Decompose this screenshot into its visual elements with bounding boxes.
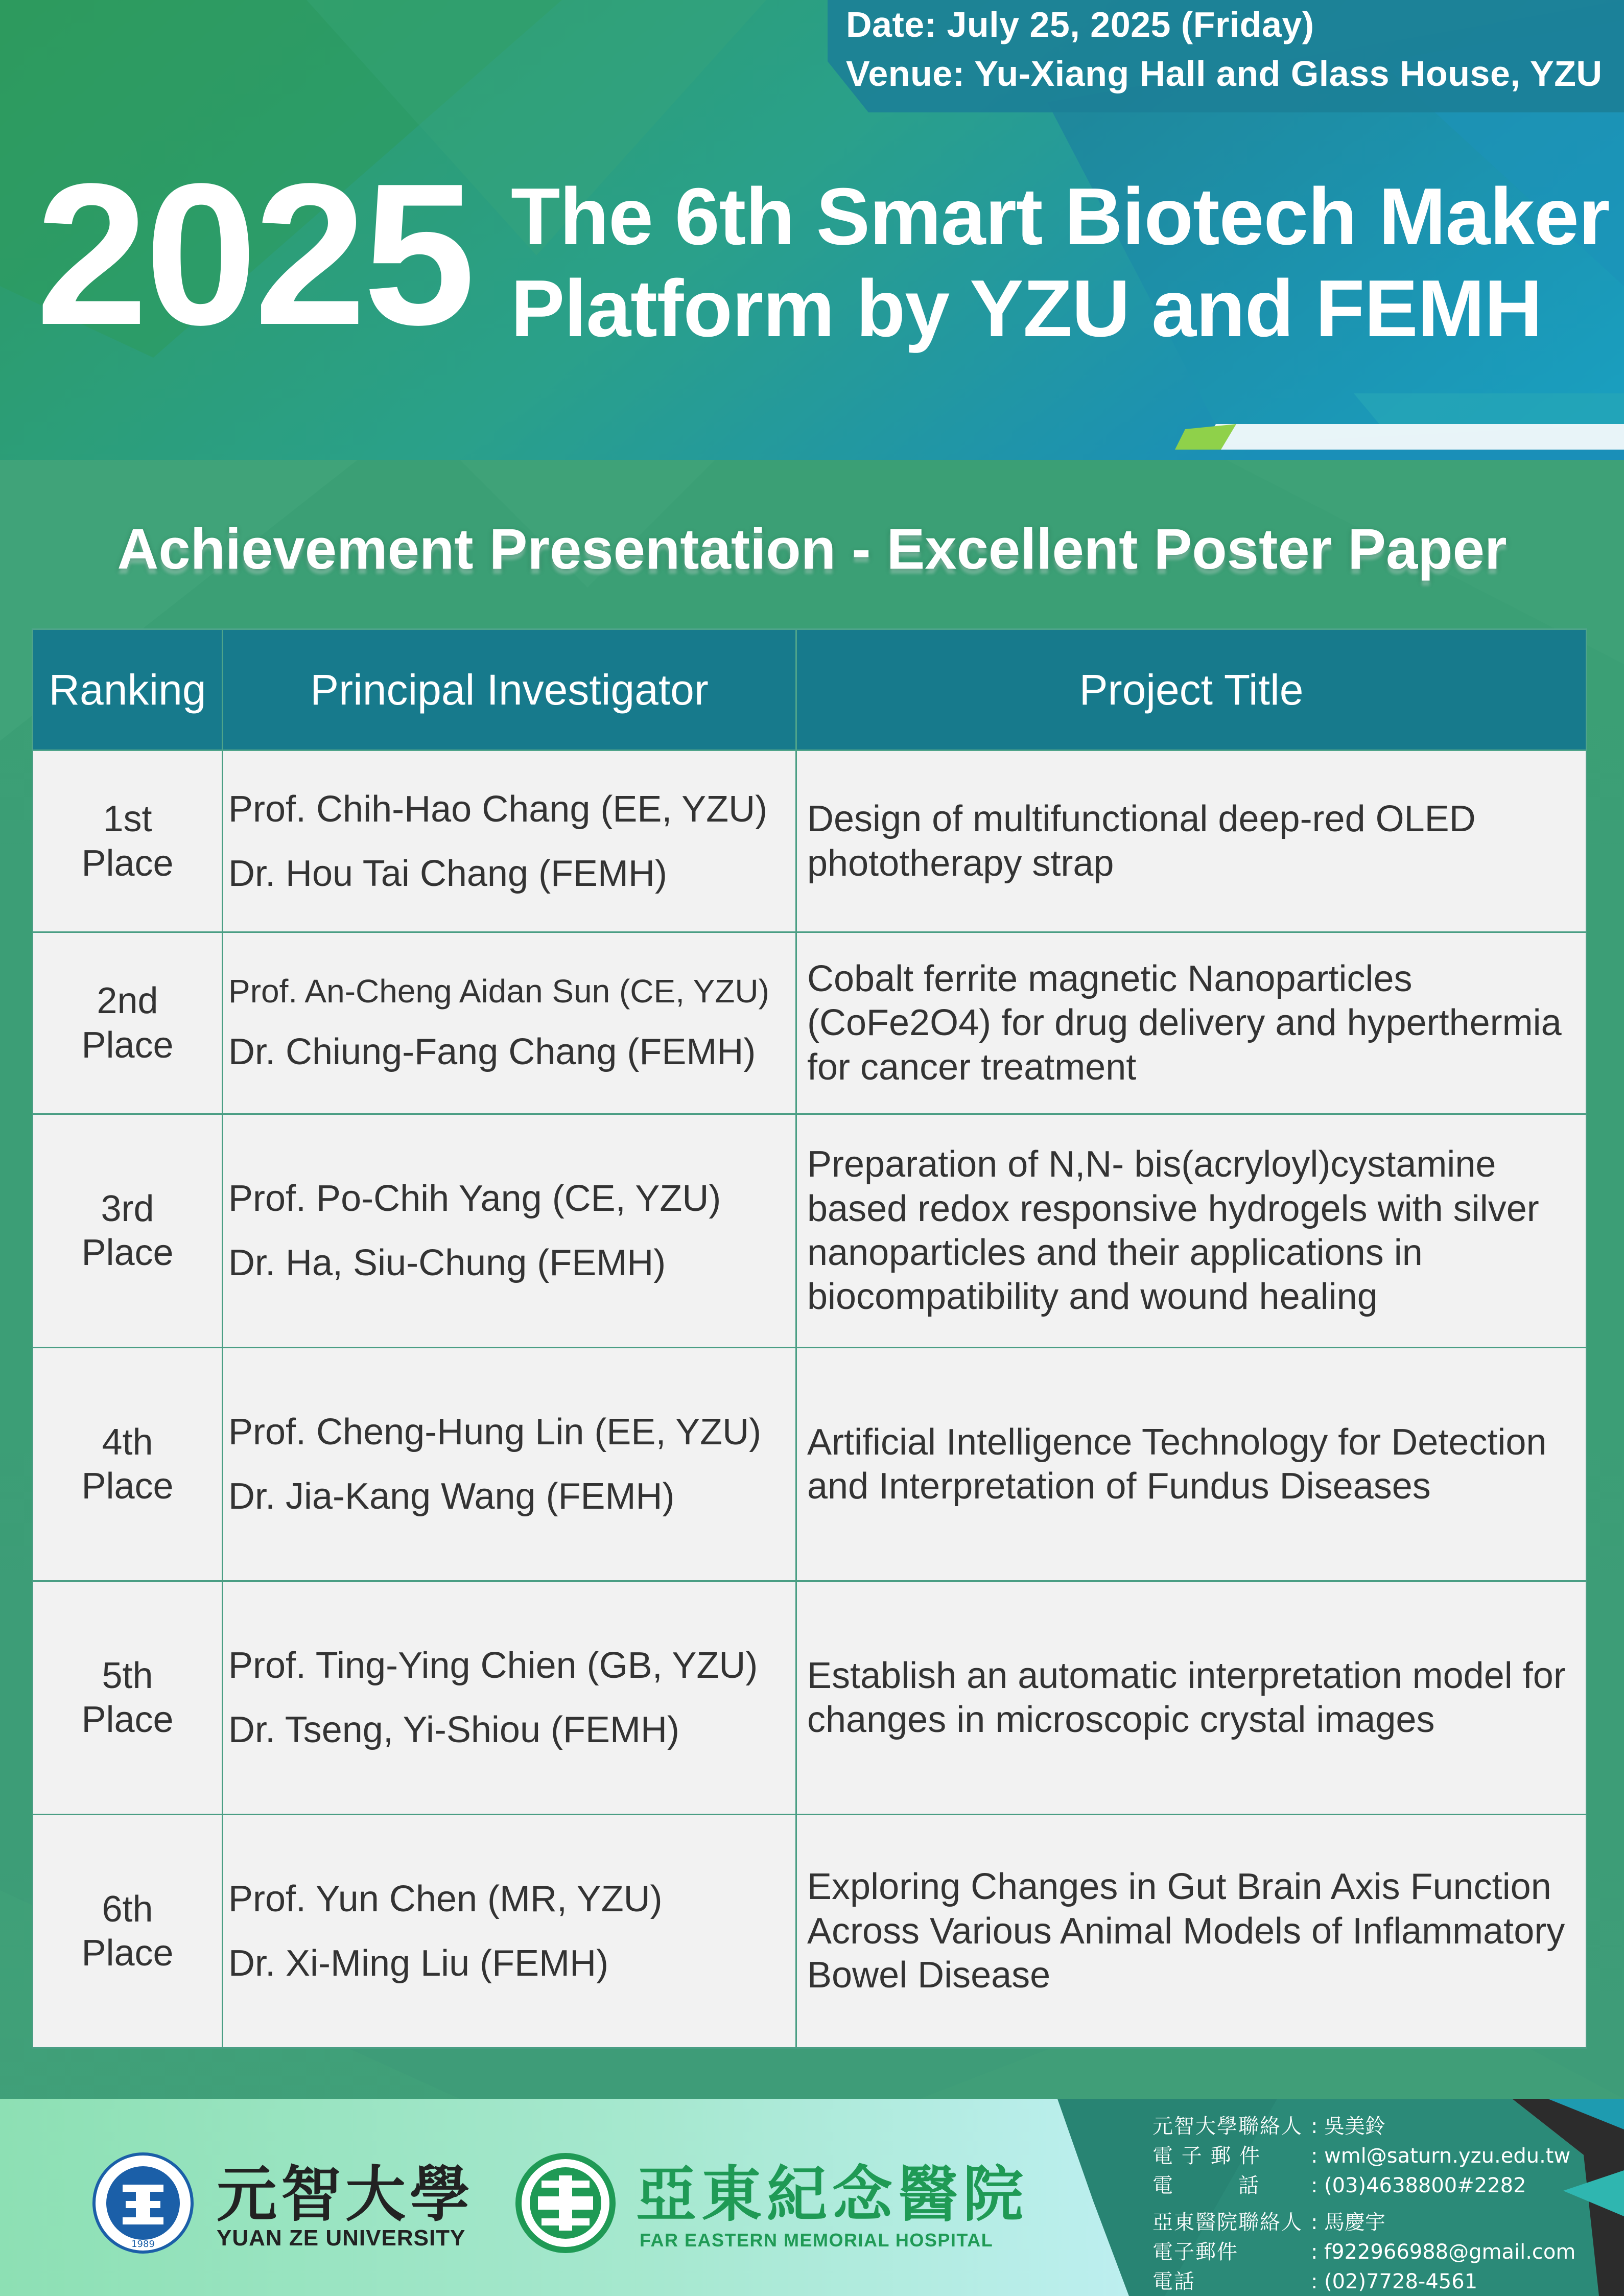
rank-ordinal: 1st — [103, 799, 152, 840]
contact-row — [1152, 2236, 1575, 2265]
pi-professor: Prof. An-Cheng Aidan Sun (CE, YZU) — [228, 972, 769, 1010]
pi-doctor: Dr. Ha, Siu-Chung (FEMH) — [228, 1243, 666, 1283]
rank-cell — [33, 1114, 223, 1348]
rank-cell — [33, 1581, 223, 1815]
pi-professor: Prof. Yun Chen (MR, YZU) — [228, 1879, 663, 1919]
rank-place: Place — [81, 1024, 174, 1066]
table-row — [33, 1581, 1587, 1815]
contact-row — [1152, 2169, 1526, 2198]
project-title-cell: Establish an automatic interpretation model for changes in microscopic crystal images — [796, 1581, 1587, 1815]
contact-value: 吳美鈴 — [1324, 2115, 1385, 2138]
rank-ordinal: 2nd — [97, 980, 158, 1022]
column-header-ranking: Ranking — [33, 629, 223, 751]
rank-ordinal: 3rd — [101, 1188, 154, 1229]
contact-label: 元智大學聯絡人 — [1152, 2115, 1303, 2138]
contact-label: 電話 — [1152, 2270, 1195, 2293]
rank-cell — [33, 751, 223, 932]
contact-label: 電子郵件 — [1152, 2240, 1238, 2264]
column-header-project-title: Project Title — [796, 629, 1587, 751]
table-row — [33, 751, 1587, 932]
contact-separator: : — [1311, 2174, 1318, 2197]
pi-doctor: Dr. Jia-Kang Wang (FEMH) — [228, 1476, 675, 1517]
pi-doctor: Dr. Chiung-Fang Chang (FEMH) — [228, 1031, 756, 1072]
rank-place: Place — [81, 1699, 174, 1740]
pi-professor: Prof. Cheng-Hung Lin (EE, YZU) — [228, 1412, 762, 1452]
contact-separator: : — [1311, 2144, 1318, 2168]
contact-row — [1152, 2110, 1385, 2139]
event-year: 2025 — [36, 141, 473, 367]
table-header-row — [33, 629, 1587, 751]
contact-label: 亞東醫院聯絡人 — [1152, 2211, 1303, 2234]
contact-separator: : — [1311, 2240, 1318, 2264]
yzu-name-english: YUAN ZE UNIVERSITY — [217, 2225, 466, 2251]
yzu-name-chinese: 元智大學 — [217, 2159, 475, 2230]
pi-professor: Prof. Ting-Ying Chien (GB, YZU) — [228, 1645, 758, 1686]
yzu-seal-year: 1989 — [131, 2239, 155, 2250]
rank-cell — [33, 1348, 223, 1581]
rank-cell — [33, 1815, 223, 2048]
contact-value: 馬慶宇 — [1324, 2211, 1385, 2234]
contact-separator: : — [1311, 2115, 1318, 2138]
contact-label: 電 子 郵 件 — [1152, 2144, 1261, 2168]
pi-cell — [223, 1815, 796, 2048]
contact-separator: : — [1311, 2211, 1318, 2234]
project-title-cell: Design of multifunctional deep-red OLED phototherapy strap — [796, 751, 1587, 932]
table-row — [33, 932, 1587, 1114]
contact-phone: (03)4638800#2282 — [1324, 2174, 1526, 2197]
project-title-cell: Preparation of N,N- bis(acryloyl)cystamine based redox responsive hydrogels with silver nanoparticles and their applications in biocompatibility and wound healing — [796, 1114, 1587, 1348]
pi-cell — [223, 1581, 796, 1815]
rank-ordinal: 6th — [102, 1888, 153, 1930]
contact-phone: (02)7728-4561 — [1324, 2270, 1478, 2293]
project-title-cell: Artificial Intelligence Technology for Detection and Interpretation of Fundus Diseases — [796, 1348, 1587, 1581]
rank-place: Place — [81, 1232, 174, 1273]
rank-cell — [33, 932, 223, 1114]
femh-name-english: FAR EASTERN MEMORIAL HOSPITAL — [640, 2230, 994, 2251]
pi-cell — [223, 1348, 796, 1581]
pi-doctor: Dr. Tseng, Yi-Shiou (FEMH) — [228, 1709, 679, 1750]
event-venue: Venue: Yu-Xiang Hall and Glass House, YZU — [846, 54, 1603, 93]
contact-email[interactable]: wml@saturn.yzu.edu.tw — [1324, 2144, 1571, 2168]
pi-professor: Prof. Chih-Hao Chang (EE, YZU) — [228, 788, 768, 830]
contact-row — [1152, 2265, 1477, 2294]
event-date: Date: July 25, 2025 (Friday) — [846, 5, 1314, 44]
table-row — [33, 1348, 1587, 1581]
femh-name-chinese: 亞東紀念醫院 — [636, 2159, 1029, 2230]
yzu-logo-icon — [94, 2154, 192, 2252]
awards-table — [32, 628, 1587, 2049]
section-heading: Achievement Presentation - Excellent Poster Paper — [117, 517, 1507, 581]
rank-ordinal: 5th — [102, 1655, 153, 1696]
pi-cell — [223, 1114, 796, 1348]
pi-doctor: Dr. Hou Tai Chang (FEMH) — [228, 853, 667, 894]
contact-row — [1152, 2140, 1570, 2169]
rank-place: Place — [81, 842, 174, 884]
pi-cell — [223, 751, 796, 932]
footer — [0, 2099, 1624, 2296]
event-title-line-1: The 6th Smart Biotech Maker — [511, 172, 1610, 262]
project-title-cell: Cobalt ferrite magnetic Nanoparticles (CoFe2O4) for drug delivery and hyperthermia for cancer treatment — [796, 932, 1587, 1114]
pi-cell — [223, 932, 796, 1114]
contact-label: 電 話 — [1152, 2174, 1260, 2197]
contact-email[interactable]: f922966988@gmail.com — [1324, 2240, 1576, 2264]
table-row — [33, 1815, 1587, 2048]
pi-professor: Prof. Po-Chih Yang (CE, YZU) — [228, 1178, 721, 1219]
contact-separator: : — [1311, 2270, 1318, 2293]
rank-place: Place — [81, 1466, 174, 1507]
pi-doctor: Dr. Xi-Ming Liu (FEMH) — [228, 1943, 609, 1984]
rank-place: Place — [81, 1933, 174, 1974]
project-title-cell: Exploring Changes in Gut Brain Axis Function Across Various Animal Models of Inflammatory Bowel Disease — [796, 1815, 1587, 2048]
column-header-principal-investigator: Principal Investigator — [223, 629, 796, 751]
event-title-line-2: Platform by YZU and FEMH — [511, 264, 1542, 354]
rank-ordinal: 4th — [102, 1421, 153, 1463]
table-row — [33, 1114, 1587, 1348]
contact-row — [1152, 2206, 1385, 2235]
femh-logo-icon — [519, 2156, 613, 2250]
